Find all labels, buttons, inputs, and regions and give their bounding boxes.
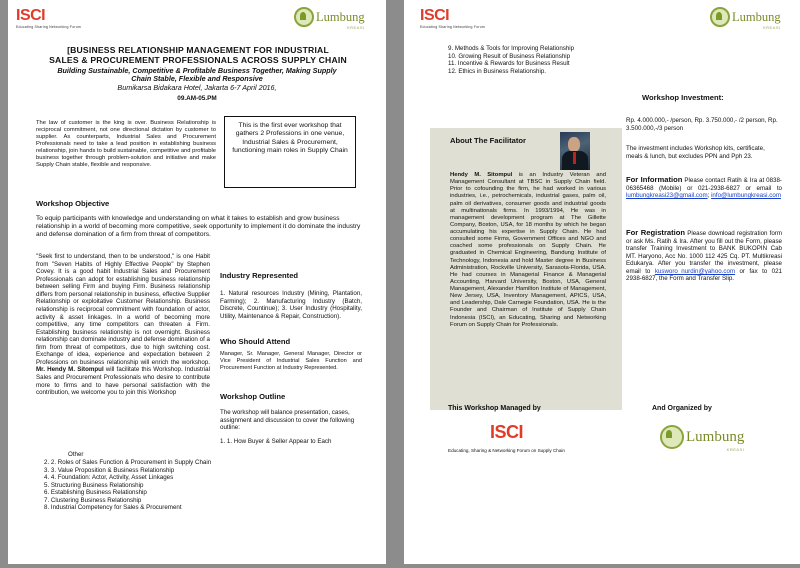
managed-by-label: This Workshop Managed by — [448, 405, 541, 412]
lumbung-logo — [710, 7, 781, 30]
subtitle-line-2: Chain Stable, Flexible and Responsive — [131, 74, 263, 84]
outline-item: 3. 3. Value Proposition & Business Relationship — [44, 466, 175, 474]
isci-footer-tagline: Educating, Sharing & Networking Forum on Supply Chain — [448, 448, 565, 453]
lumbung-logo — [294, 7, 365, 30]
facilitator-name: Hendy M. Sitompul — [450, 172, 513, 178]
outline-item: 6. Establishing Business Relationship — [44, 489, 147, 497]
registration-end-text: or fax to 021 2938-6827, the Form and Transfer Slip. — [626, 267, 782, 283]
document-title — [28, 45, 368, 65]
outline-item: 4. 4. Foundation: Actor, Activity, Asset Linkages — [44, 474, 174, 482]
lumbung-leaf-icon — [660, 425, 684, 449]
outline-item: 8. Industrial Competency for Sales & Procurement — [44, 504, 182, 512]
investment-heading: Workshop Investment: — [642, 93, 724, 102]
outline-item: 11. Incentive & Rewards for Business Result — [448, 60, 570, 68]
title-line-2: SALES & PROCUREMENT PROFESSIONALS ACROSS SUPPLY CHAIN — [49, 55, 347, 65]
registration-heading: For Registration — [626, 228, 686, 237]
registration-section — [626, 228, 782, 283]
highlight-box: This is the first ever workshop that gathers 2 Professions in one venue, Industrial Sales & Procurement, functioning main roles in Supply Chain — [224, 116, 356, 188]
investment-price: Rp. 4.000.000,- /person, Rp. 3.750.000,- /2 person, Rp. 3.500.000,-/3 person — [626, 117, 778, 132]
registration-text: Please download registration form or ask Ms. Ratih & Ira. After you fill out the Form, please transfer Training Investment to BANK BUKOPIN Cab MT. Haryono, Acc No. 1000 112 425 Cq. PT. Multikreasi Edukarya. After you transfer the investment, please email to — [626, 230, 782, 275]
lumbung-logo-text: Lumbung — [732, 9, 781, 24]
attend-text: Manager, Sr. Manager, General Manager, Director or Vice President of Industrial Sales Function and Procurement Function at Industry Represented. — [220, 351, 362, 371]
outline-item: 9. Methods & Tools for Improving Relationship — [448, 45, 575, 52]
subtitle-line-1: Building Sustainable, Competitive & Profitable Business Together, Making Supply — [57, 66, 337, 75]
document-subtitle — [22, 67, 372, 102]
facilitator-heading: About The Facilitator — [450, 136, 526, 145]
outline-item: 5. Structuring Business Relationship — [44, 481, 144, 489]
organized-by-label: And Organized by — [652, 405, 712, 412]
industry-text: 1. Natural resources Industry (Mining, Plantation, Farming); 2. Manufacturing Industry (Batch, Discrete, Countinue); 3. User Industry (Hospitality, Utility, Maintenance & Repair, Construction). — [220, 290, 362, 320]
lumbung-footer-logo-text: Lumbung — [686, 428, 745, 445]
title-line-1: [BUSINESS RELATIONSHIP MANAGEMENT FOR INDUSTRIAL — [67, 45, 329, 55]
information-section: For Information Please contact Ratih & Ira at 0838-06365468 (Mobile) or 021-2938-6827 or email to lumbungkreasi23@gmail.com; info@lumbungkreasi.com — [626, 175, 782, 200]
lumbung-logo-sub: KREASI — [762, 25, 781, 30]
information-heading: For Information — [626, 175, 683, 184]
quote-end-text: will facilitate this Workshop. Industrial Sales and Procurement Professionals who desire to contribute more to firms and to have personal satisfaction with the contribution, we welcome you to join this Workshop — [36, 366, 210, 397]
outline-item: 10. Growing Result of Business Relationship — [448, 52, 571, 60]
outline-item: 12. Ethics in Business Relationship. — [448, 67, 547, 75]
lumbung-leaf-icon — [710, 7, 730, 27]
facilitator-bio — [450, 172, 606, 329]
facilitator-text: is an Industry Veteran and Management Consultant at TBSC in Supply Chain field. Prior to cofounding the firm, he had worked in various industries, i.e., petrochemicals, industrial gases, palm oil, palm oil derivatives, consumer goods and industrial goods at multinationals firms. In 1993/1994, He was in management development program at The Gillette Company, Boston, USA, for 18 months by which he began accumulating his expertise in Supply Chain. He had consulted some Firms, Government Offices and NGO and coached some professionals on Supply Chain. He graduated in Chemical Engineering, Bandung Institute of Technology, Indonesia and hold Master degree in Business Administration, Rockville University, Sarasota-Florida, USA. He had courses in Managerial Finance & Managerial Accounting, Harvard University, Boston, USA, General Management, Alexander Hamilton Institute of Management, New Jersey, USA, Inventory Management, APICS, USA, and Leadership, Dale Carnegie Foundation, USA. He is the Founder and Chairman of Institute of Supply Chain Indonesia (ISCI), an Educating, Sharing and Networking Forum on Supply Chain for Professionals. — [450, 172, 607, 328]
outline-intro: The workshop will balance presentation, cases, assignment and discussion to cover the following outline: — [220, 409, 355, 432]
outline-item-1: 1. 1. How Buyer & Seller Appear to Each — [220, 438, 332, 445]
quote-paragraph — [36, 253, 210, 397]
outline-heading: Workshop Outline — [220, 392, 286, 401]
lumbung-footer-logo — [660, 425, 744, 452]
facilitator-panel — [430, 128, 622, 410]
isci-logo-tagline: Educating Sharing Networking Forum — [420, 25, 485, 29]
document-page-1 — [8, 0, 386, 564]
outline-item: 7. Clustering Business Relationship — [44, 496, 142, 504]
isci-logo-text: ISCI — [16, 7, 46, 24]
investment-note: The investment includes Workshop kits, certificate, meals & lunch, but excludes PPN and Pph 23. — [626, 145, 765, 160]
outline-list-page1 — [44, 459, 344, 512]
information-email-link-1[interactable]: lumbungkreasi23@gmail.com — [626, 192, 708, 200]
facilitator-photo — [560, 132, 590, 170]
outline-list-page2 — [448, 45, 668, 75]
information-text: Please contact Ratih & Ira at 0838-06365468 (Mobile) or 021-2938-6827 or email to — [626, 177, 782, 192]
quote-facilitator-name: Mr. Hendy M. Sitompul — [36, 366, 104, 374]
isci-logo-text: ISCI — [420, 7, 450, 24]
registration-email-link[interactable]: kusworo_nurdin@yahoo.com — [654, 267, 736, 275]
attend-heading: Who Should Attend — [220, 337, 291, 346]
isci-logo-tagline: Educating Sharing Networking Forum — [16, 25, 81, 29]
isci-footer-logo — [490, 422, 523, 443]
lumbung-leaf-icon — [294, 7, 314, 27]
information-email-link-2[interactable]: info@lumbungkreasi.com — [711, 192, 781, 200]
lumbung-footer-logo-sub: KREASI — [726, 447, 745, 452]
venue-text: Bumikarsa Bidakara Hotel, Jakarta 6-7 April 2016, — [117, 82, 277, 92]
document-page-2 — [404, 0, 800, 564]
lumbung-logo-text: Lumbung — [316, 9, 365, 24]
isci-footer-logo-text: ISCI — [490, 422, 524, 442]
objective-text: To equip participants with knowledge and understanding on what it takes to establish and grow business relationship in a world of becoming more competitive, seek opportunity to implement it do dominate the industry and defense domination of a firm from threat of competitors. — [36, 215, 361, 238]
outline-item-1-continued: Other — [68, 451, 84, 458]
isci-logo — [420, 7, 485, 29]
quote-text: "Seek first to understand, then to be understood," is one Habit from "Seven Habits of Highly Effective People" by Stephen Covey. It is a good habit Industrial Sales and Procurement Professionals can adopt for establishing business relationship between selling Firm and buying Firm. Business relationship differs from personal relationship in business, effective Supplier Relationship or exploitative Customer Relationship. Business relationship is reciprocal commitment with foundation of actor, activity & asset linkages. In a world of becoming more competitive, any time competitors can threaten a Firm. Establishing business relationship is not overnight. Business relationship can dominate industry and defense domination of a firm from threat of competitors, due to high switching cost. Exchange of idea, experience and expectation between 2 Professions on business relationship will enrich the workshop. — [36, 253, 210, 366]
lumbung-logo-sub: KREASI — [346, 25, 365, 30]
objective-heading: Workshop Objective — [36, 199, 110, 208]
industry-heading: Industry Represented — [220, 271, 299, 280]
time-text: 09.AM-05.PM — [177, 94, 217, 102]
isci-logo — [16, 7, 81, 29]
outline-item: 2. 2. Roles of Sales Function & Procurement in Supply Chain — [44, 459, 212, 466]
intro-paragraph: The law of customer is the king is over. Business Relationship is reciprocal commitment, not one directional dictation by customer to supplier. As counterparts, Industrial Sales and Procurement Professionals need to take a lead position in establishing business relationship, join hands to build sustainable, competitive and profitable business together through problem-solution and initiative and make Supply Chain stable, flexible and responsive. — [36, 120, 216, 169]
